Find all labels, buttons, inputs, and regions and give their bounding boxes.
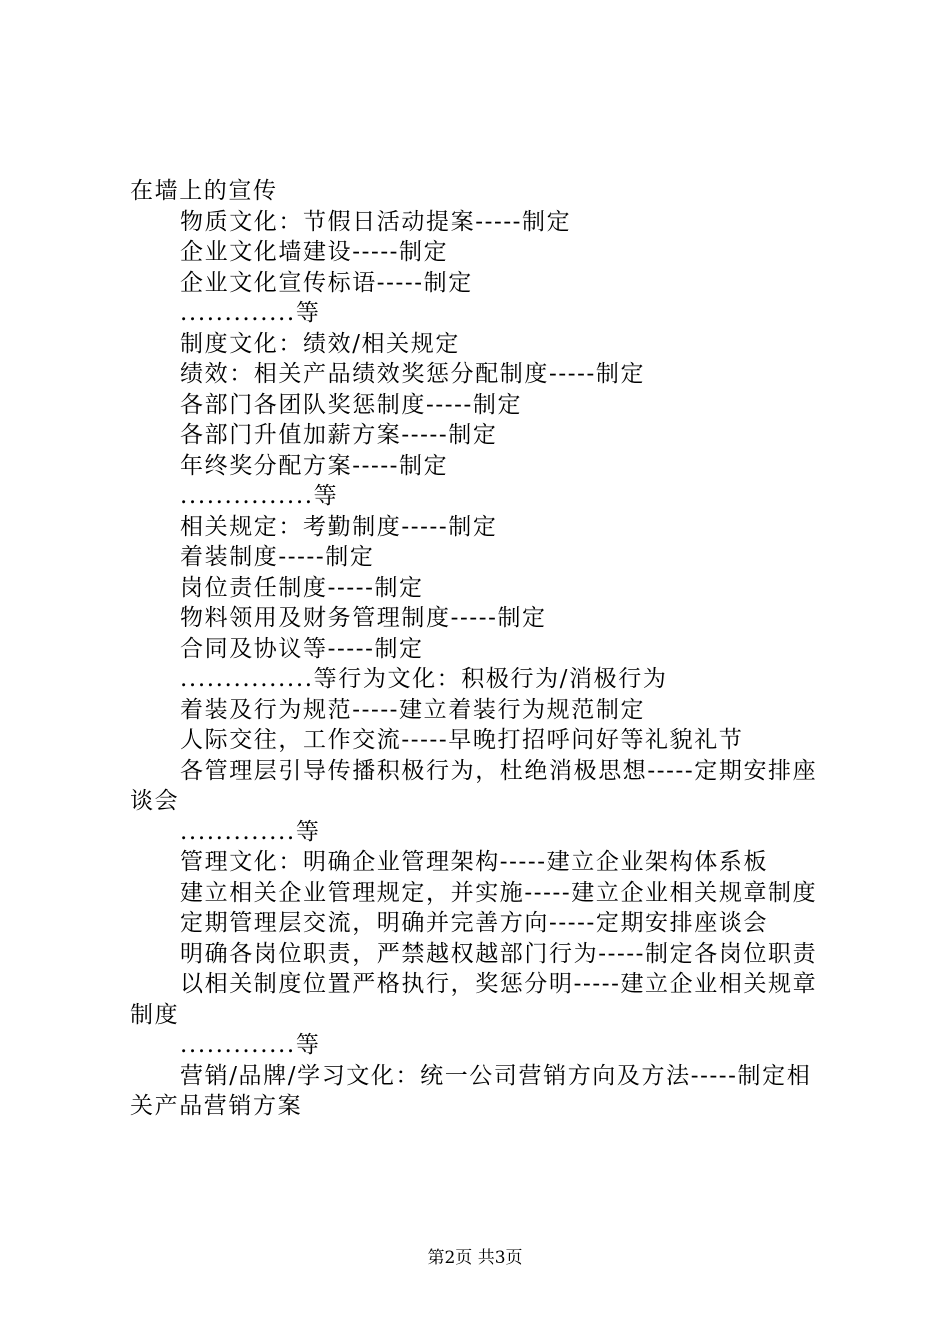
text-line: 各管理层引导传播积极行为，杜绝消极思想-----定期安排座谈会 [130,757,818,814]
text-line: 着装制度-----制定 [180,544,375,570]
text-line: 定期管理层交流，明确并完善方向-----定期安排座谈会 [180,910,769,936]
text-line: 合同及协议等-----制定 [180,635,424,662]
text-line: 各部门各团队奖惩制度-----制定 [180,391,523,418]
text-line: 岗位责任制度-----制定 [180,574,424,601]
text-line: 企业文化墙建设-----制定 [180,239,449,265]
text-line: 物料领用及财务管理制度-----制定 [180,605,547,631]
text-line: 管理文化：明确企业管理架构-----建立企业架构体系板 [180,849,769,875]
text-line: .............等 [180,1032,321,1058]
text-paragraph [130,756,830,817]
text-line: 在墙上的宣传 [130,178,278,204]
text-paragraph [130,878,830,909]
page-footer: 第2页 共3页 [427,1248,523,1268]
text-line: 以相关制度位置严格执行，奖惩分明-----建立企业相关规章制度 [130,971,818,1028]
text-line: 建立相关企业管理规定，并实施-----建立企业相关规章制度 [180,879,818,906]
text-line: .............等 [180,300,321,326]
text-line: 绩效：相关产品绩效奖惩分配制度-----制定 [180,361,646,387]
text-paragraph [130,939,830,970]
text-line: 物质文化：节假日活动提案-----制定 [180,208,572,235]
text-line: 制度文化：绩效/相关规定 [180,330,460,357]
text-paragraph [130,969,830,1030]
text-line: 各部门升值加薪方案-----制定 [180,422,498,448]
text-line: ...............等 [180,483,339,509]
text-line: .............等 [180,818,321,845]
text-line: ...............等行为文化：积极行为/消极行为 [180,666,668,692]
document-body [130,176,830,1122]
text-paragraph [130,1061,830,1122]
text-line: 营销/品牌/学习文化：统一公司营销方向及方法-----制定相关产品营销方案 [130,1062,812,1119]
text-line: 着装及行为规范-----建立着装行为规范制定 [180,696,646,723]
text-line: 明确各岗位职责，严禁越权越部门行为-----制定各岗位职责 [180,940,818,967]
text-line: 企业文化宣传标语-----制定 [180,269,473,296]
text-line: 相关规定：考勤制度-----制定 [180,513,498,540]
text-line: 年终奖分配方案-----制定 [180,452,449,479]
text-line: 人际交往，工作交流-----早晚打招呼问好等礼貌礼节 [180,727,744,753]
